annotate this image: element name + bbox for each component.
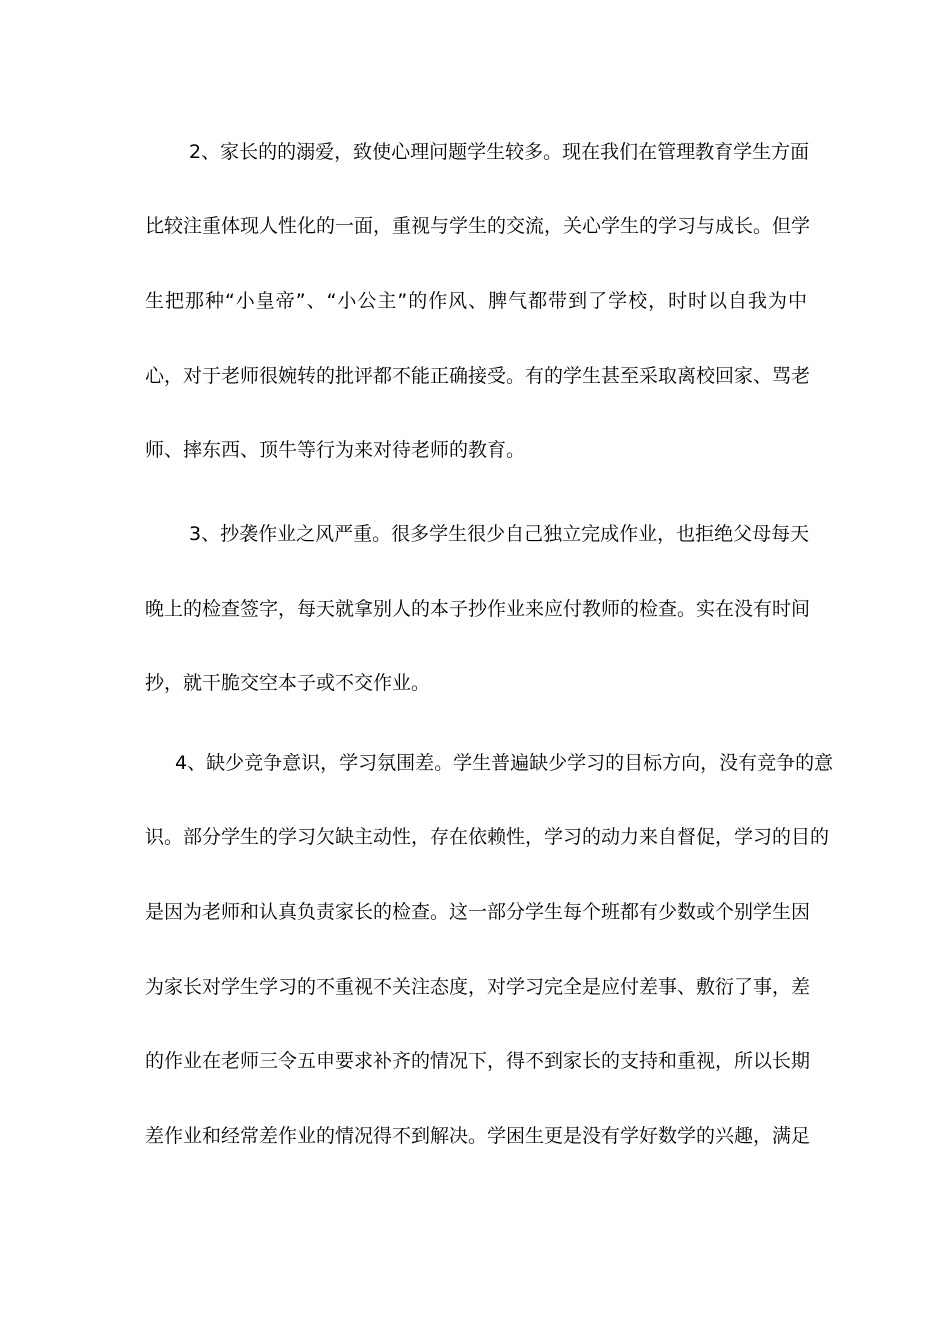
paragraph-2-line-1: 3、抄袭作业之风严重。很多学生很少自己独立完成作业，也拒绝父母每天 [189, 523, 810, 545]
paragraph-3-line-1: 4、缺少竞争意识，学习氛围差。学生普遍缺少学习的目标方向，没有竞争的意 [175, 752, 834, 774]
paragraph-3-line-3: 是因为老师和认真负责家长的检查。这一部分学生每个班都有少数或个别学生因 [145, 901, 811, 923]
paragraph-2-line-2: 晚上的检查签字，每天就拿别人的本子抄作业来应付教师的检查。实在没有时间 [145, 598, 811, 620]
paragraph-1-line-2: 比较注重体现人性化的一面，重视与学生的交流，关心学生的学习与成长。但学 [145, 215, 811, 237]
paragraph-3-line-6: 差作业和经常差作业的情况得不到解决。学困生更是没有学好数学的兴趣，满足 [145, 1125, 811, 1147]
paragraph-2-line-3: 抄，就干脆交空本子或不交作业。 [145, 672, 431, 694]
paragraph-1-line-1: 2、家长的的溺爱，致使心理问题学生较多。现在我们在管理教育学生方面 [189, 141, 810, 163]
paragraph-1-line-5: 师、摔东西、顶牛等行为来对待老师的教育。 [145, 439, 526, 461]
paragraph-1-line-4: 心，对于老师很婉转的批评都不能正确接受。有的学生甚至采取离校回家、骂老 [145, 365, 811, 387]
paragraph-3-line-4: 为家长对学生学习的不重视不关注态度，对学习完全是应付差事、敷衍了事，差 [145, 976, 811, 998]
paragraph-1-line-3: 生把那种“小皇帝”、“小公主”的作风、脾气都带到了学校，时时以自我为中 [145, 290, 807, 312]
paragraph-3-line-5: 的作业在老师三令五申要求补齐的情况下，得不到家长的支持和重视，所以长期 [145, 1050, 811, 1072]
paragraph-3-line-2: 识。部分学生的学习欠缺主动性，存在依赖性，学习的动力来自督促，学习的目的 [145, 826, 830, 848]
